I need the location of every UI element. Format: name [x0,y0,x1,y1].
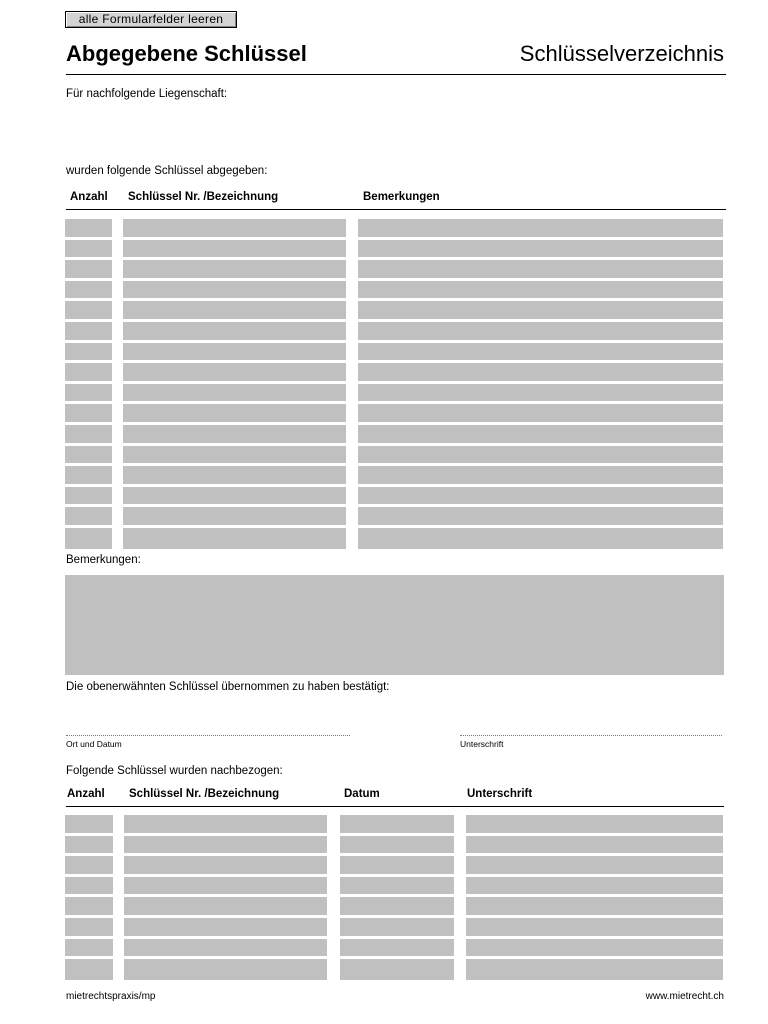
table2-header-unterschrift: Unterschrift [467,788,533,800]
anzahl-field[interactable] [65,425,112,443]
row-separator [65,298,112,301]
bemerkungen-field[interactable] [358,240,723,258]
bemerkungen-field[interactable] [358,507,723,525]
anzahl-field[interactable] [65,446,112,464]
row-separator [358,504,723,507]
nachbezug-datum-field[interactable] [340,897,454,915]
row-separator [358,257,723,260]
row-separator [123,360,346,363]
schluessel-field[interactable] [123,219,346,237]
row-separator [123,525,346,528]
schluessel-field[interactable] [123,446,346,464]
row-separator [340,894,454,897]
place-date-line[interactable] [66,735,350,736]
row-separator [65,422,112,425]
row-separator [65,504,112,507]
bemerkungen-field[interactable] [358,528,723,546]
remarks-textarea[interactable] [65,575,724,675]
row-separator [65,319,112,322]
bemerkungen-field[interactable] [358,363,723,381]
table2-header-anzahl: Anzahl [67,788,105,800]
anzahl-field[interactable] [65,301,112,319]
row-separator [123,484,346,487]
nachbezug-unterschrift-field[interactable] [466,918,723,936]
nachbezug-schluessel-field[interactable] [124,918,327,936]
nachbezug-schluessel-field[interactable] [124,939,327,957]
row-separator [358,422,723,425]
nachbezug-anzahl-field[interactable] [65,918,113,936]
table1-header-anzahl: Anzahl [70,191,108,203]
bemerkungen-field[interactable] [358,425,723,443]
row-separator [466,894,723,897]
row-separator [340,936,454,939]
nachbezug-unterschrift-field[interactable] [466,877,723,895]
handed-over-label: wurden folgende Schlüssel abgegeben: [66,165,268,177]
row-separator [65,360,112,363]
row-separator [358,401,723,404]
schluessel-field[interactable] [123,404,346,422]
bemerkungen-field[interactable] [358,466,723,484]
subsequent-keys-label: Folgende Schlüssel wurden nachbezogen: [66,765,283,777]
row-separator [466,874,723,877]
row-separator [65,915,113,918]
row-separator [358,298,723,301]
row-separator [123,401,346,404]
row-separator [123,278,346,281]
anzahl-field[interactable] [65,260,112,278]
nachbezug-schluessel-field[interactable] [124,836,327,854]
nachbezug-unterschrift-field[interactable] [466,856,723,874]
row-separator [466,833,723,836]
row-separator [65,525,112,528]
row-separator [123,319,346,322]
bemerkungen-field[interactable] [358,301,723,319]
row-separator [65,340,112,343]
nachbezug-datum-field[interactable] [340,939,454,957]
row-separator [124,853,327,856]
row-separator [123,463,346,466]
nachbezug-unterschrift-field[interactable] [466,959,723,977]
schluessel-field[interactable] [123,301,346,319]
bemerkungen-field[interactable] [358,404,723,422]
bemerkungen-field[interactable] [358,219,723,237]
row-separator [358,381,723,384]
row-separator [123,237,346,240]
nachbezug-anzahl-field[interactable] [65,959,113,977]
table1-header-bemerkungen: Bemerkungen [363,191,440,203]
row-separator [65,833,113,836]
row-separator [358,340,723,343]
nachbezug-datum-field[interactable] [340,836,454,854]
anzahl-field[interactable] [65,322,112,340]
nachbezug-schluessel-field[interactable] [124,959,327,977]
row-separator [358,443,723,446]
nachbezug-datum-field[interactable] [340,815,454,833]
nachbezug-anzahl-field[interactable] [65,877,113,895]
row-separator [123,340,346,343]
row-separator [466,853,723,856]
nachbezug-anzahl-field[interactable] [65,897,113,915]
row-separator [65,484,112,487]
schluessel-field[interactable] [123,487,346,505]
row-separator [65,936,113,939]
nachbezug-unterschrift-field[interactable] [466,815,723,833]
anzahl-field[interactable] [65,363,112,381]
schluessel-field[interactable] [123,507,346,525]
row-separator [65,381,112,384]
schluessel-field[interactable] [123,281,346,299]
schluessel-field[interactable] [123,343,346,361]
row-separator [358,484,723,487]
signature-label: Unterschrift [460,739,504,749]
row-separator [65,956,113,959]
document-type-title: Schlüsselverzeichnis [519,41,724,66]
row-separator [124,833,327,836]
anzahl-field[interactable] [65,466,112,484]
row-separator [124,874,327,877]
nachbezug-datum-field[interactable] [340,856,454,874]
row-separator [124,936,327,939]
anzahl-field[interactable] [65,528,112,546]
row-separator [123,381,346,384]
row-separator [124,894,327,897]
nachbezug-schluessel-field[interactable] [124,897,327,915]
bemerkungen-field[interactable] [358,487,723,505]
nachbezug-datum-field[interactable] [340,877,454,895]
anzahl-field[interactable] [65,507,112,525]
schluessel-field[interactable] [123,260,346,278]
nachbezug-schluessel-field[interactable] [124,856,327,874]
page-title: Abgegebene Schlüssel [66,41,307,66]
row-separator [358,360,723,363]
clear-form-button[interactable]: alle Formularfelder leeren [65,11,237,28]
row-separator [65,278,112,281]
anzahl-field[interactable] [65,240,112,258]
schluessel-field[interactable] [123,240,346,258]
row-separator [65,874,113,877]
bemerkungen-field[interactable] [358,281,723,299]
row-separator [358,237,723,240]
row-separator [466,956,723,959]
row-separator [65,894,113,897]
nachbezug-anzahl-field[interactable] [65,836,113,854]
signature-line[interactable] [460,735,722,736]
schluessel-field[interactable] [123,528,346,546]
nachbezug-schluessel-field[interactable] [124,815,327,833]
row-separator [466,936,723,939]
row-separator [340,833,454,836]
bemerkungen-field[interactable] [358,446,723,464]
nachbezug-schluessel-field[interactable] [124,877,327,895]
row-separator [65,257,112,260]
table2-header-rule [66,806,724,807]
footer-right: www.mietrecht.ch [645,991,724,1002]
title-rule [66,74,726,75]
table2-header-datum: Datum [344,788,380,800]
remarks-label: Bemerkungen: [66,554,141,566]
property-label: Für nachfolgende Liegenschaft: [66,88,228,100]
nachbezug-datum-field[interactable] [340,959,454,977]
footer-left: mietrechtspraxis/mp [66,991,156,1002]
schluessel-field[interactable] [123,384,346,402]
row-separator [124,956,327,959]
anzahl-field[interactable] [65,343,112,361]
schluessel-field[interactable] [123,322,346,340]
anzahl-field[interactable] [65,487,112,505]
row-separator [123,422,346,425]
nachbezug-unterschrift-field[interactable] [466,897,723,915]
bemerkungen-field[interactable] [358,384,723,402]
place-date-label: Ort und Datum [66,739,122,749]
row-separator [358,278,723,281]
row-separator [123,504,346,507]
row-separator [65,401,112,404]
row-separator [340,956,454,959]
schluessel-field[interactable] [123,466,346,484]
nachbezug-unterschrift-field[interactable] [466,836,723,854]
bemerkungen-field[interactable] [358,260,723,278]
row-separator [358,525,723,528]
schluessel-field[interactable] [123,363,346,381]
row-separator [65,443,112,446]
row-separator [123,298,346,301]
anzahl-field[interactable] [65,404,112,422]
row-separator [123,443,346,446]
row-separator [340,853,454,856]
anzahl-field[interactable] [65,281,112,299]
confirmation-text: Die obenerwähnten Schlüssel übernommen zu haben bestätigt: [66,681,390,693]
nachbezug-anzahl-field[interactable] [65,856,113,874]
row-separator [65,463,112,466]
nachbezug-anzahl-field[interactable] [65,939,113,957]
schluessel-field[interactable] [123,425,346,443]
table1-header-schluessel: Schlüssel Nr. /Bezeichnung [128,191,279,203]
anzahl-field[interactable] [65,384,112,402]
bemerkungen-field[interactable] [358,343,723,361]
nachbezug-anzahl-field[interactable] [65,815,113,833]
row-separator [65,853,113,856]
row-separator [124,915,327,918]
nachbezug-unterschrift-field[interactable] [466,939,723,957]
row-separator [358,463,723,466]
row-separator [340,915,454,918]
row-separator [123,257,346,260]
row-separator [65,237,112,240]
row-separator [358,319,723,322]
table2-header-schluessel: Schlüssel Nr. /Bezeichnung [129,788,280,800]
row-separator [466,915,723,918]
nachbezug-datum-field[interactable] [340,918,454,936]
table1-header-rule [66,209,726,210]
bemerkungen-field[interactable] [358,322,723,340]
row-separator [340,874,454,877]
anzahl-field[interactable] [65,219,112,237]
